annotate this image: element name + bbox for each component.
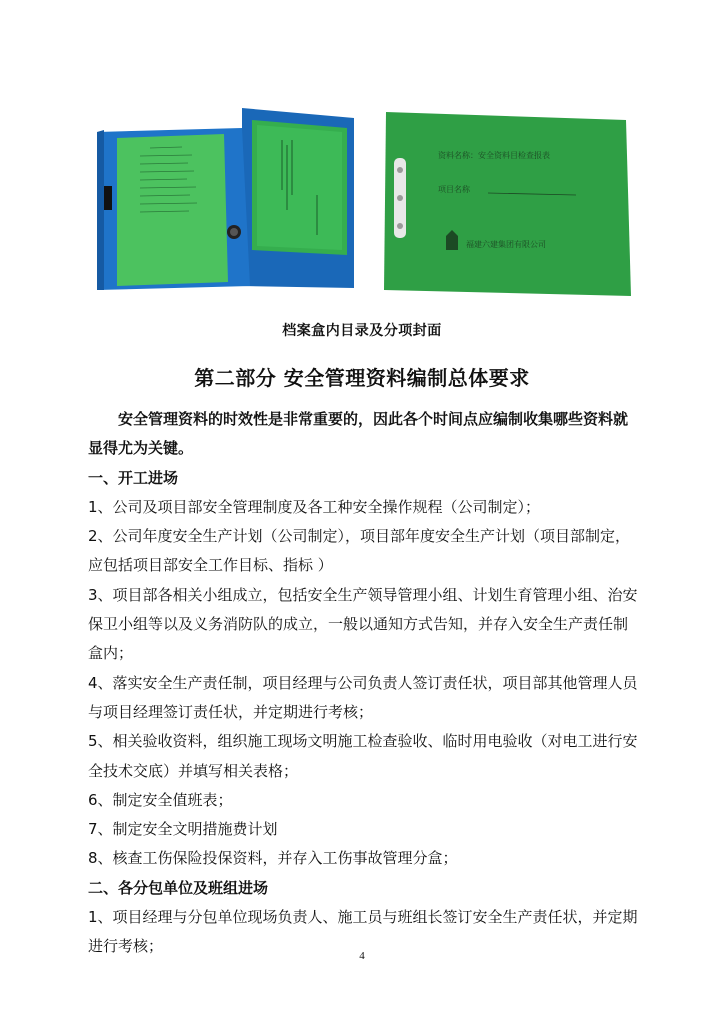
list-item: 1、项目经理与分包单位现场负责人、施工员与班组长签订安全生产责任状，并定期进行考核；	[88, 908, 638, 956]
directory-sheet	[117, 134, 228, 286]
cover-board	[384, 112, 631, 296]
list-item: 6、制定安全值班表；	[88, 790, 233, 809]
intro-paragraph: 安全管理资料的时效性是非常重要的，因此各个时间点应编制收集哪些资料就显得尤为关键。	[88, 410, 629, 458]
section-title: 一、开工进场	[88, 468, 179, 487]
archive-box-photo	[92, 100, 362, 300]
list-item: 1、公司及项目部安全管理制度及各工种安全操作规程（公司制定）；	[88, 497, 541, 516]
list-item: 8、核查工伤保险投保资料，并存入工伤事故管理分盒；	[88, 849, 458, 868]
figure-caption: 档案盒内目录及分项封面	[282, 323, 442, 339]
photos-row	[92, 100, 637, 300]
list-item: 4、落实安全生产责任制，项目经理与公司负责人签订责任状，项目部其他管理人员与项目经理签订责任状，并定期进行考核；	[88, 673, 638, 721]
cover-company: 福建六建集团有限公司	[466, 240, 546, 249]
list-item: 2、公司年度安全生产计划（公司制定），项目部年度安全生产计划（项目部制定，应包括项目部安全工作目标、指标 ）	[88, 527, 631, 575]
document-body	[88, 405, 638, 962]
list-item: 3、项目部各相关小组成立，包括安全生产领导管理小组、计划生育管理小组、治安保卫小组等以及义务消防队的成立，一般以通知方式告知，并存入安全生产责任制盒内；	[88, 585, 638, 663]
list-item: 5、相关验收资料，组织施工现场文明施工检查验收、临时用电验收（对电工进行安全技术交底）并填写相关表格；	[88, 732, 638, 780]
cover-project-label: 项目名称	[438, 185, 470, 194]
inner-folder-page	[257, 125, 342, 250]
cover-title: 资料名称：安全资料目检查报表	[438, 151, 550, 160]
page-number: 4	[359, 950, 365, 962]
list-item: 7、制定安全文明措施费计划	[88, 820, 278, 839]
section-cover-photo	[376, 100, 637, 300]
section-title: 二、各分包单位及班组进场	[88, 878, 269, 897]
box-tab	[104, 186, 112, 210]
section-heading: 第二部分 安全管理资料编制总体要求	[194, 366, 530, 390]
